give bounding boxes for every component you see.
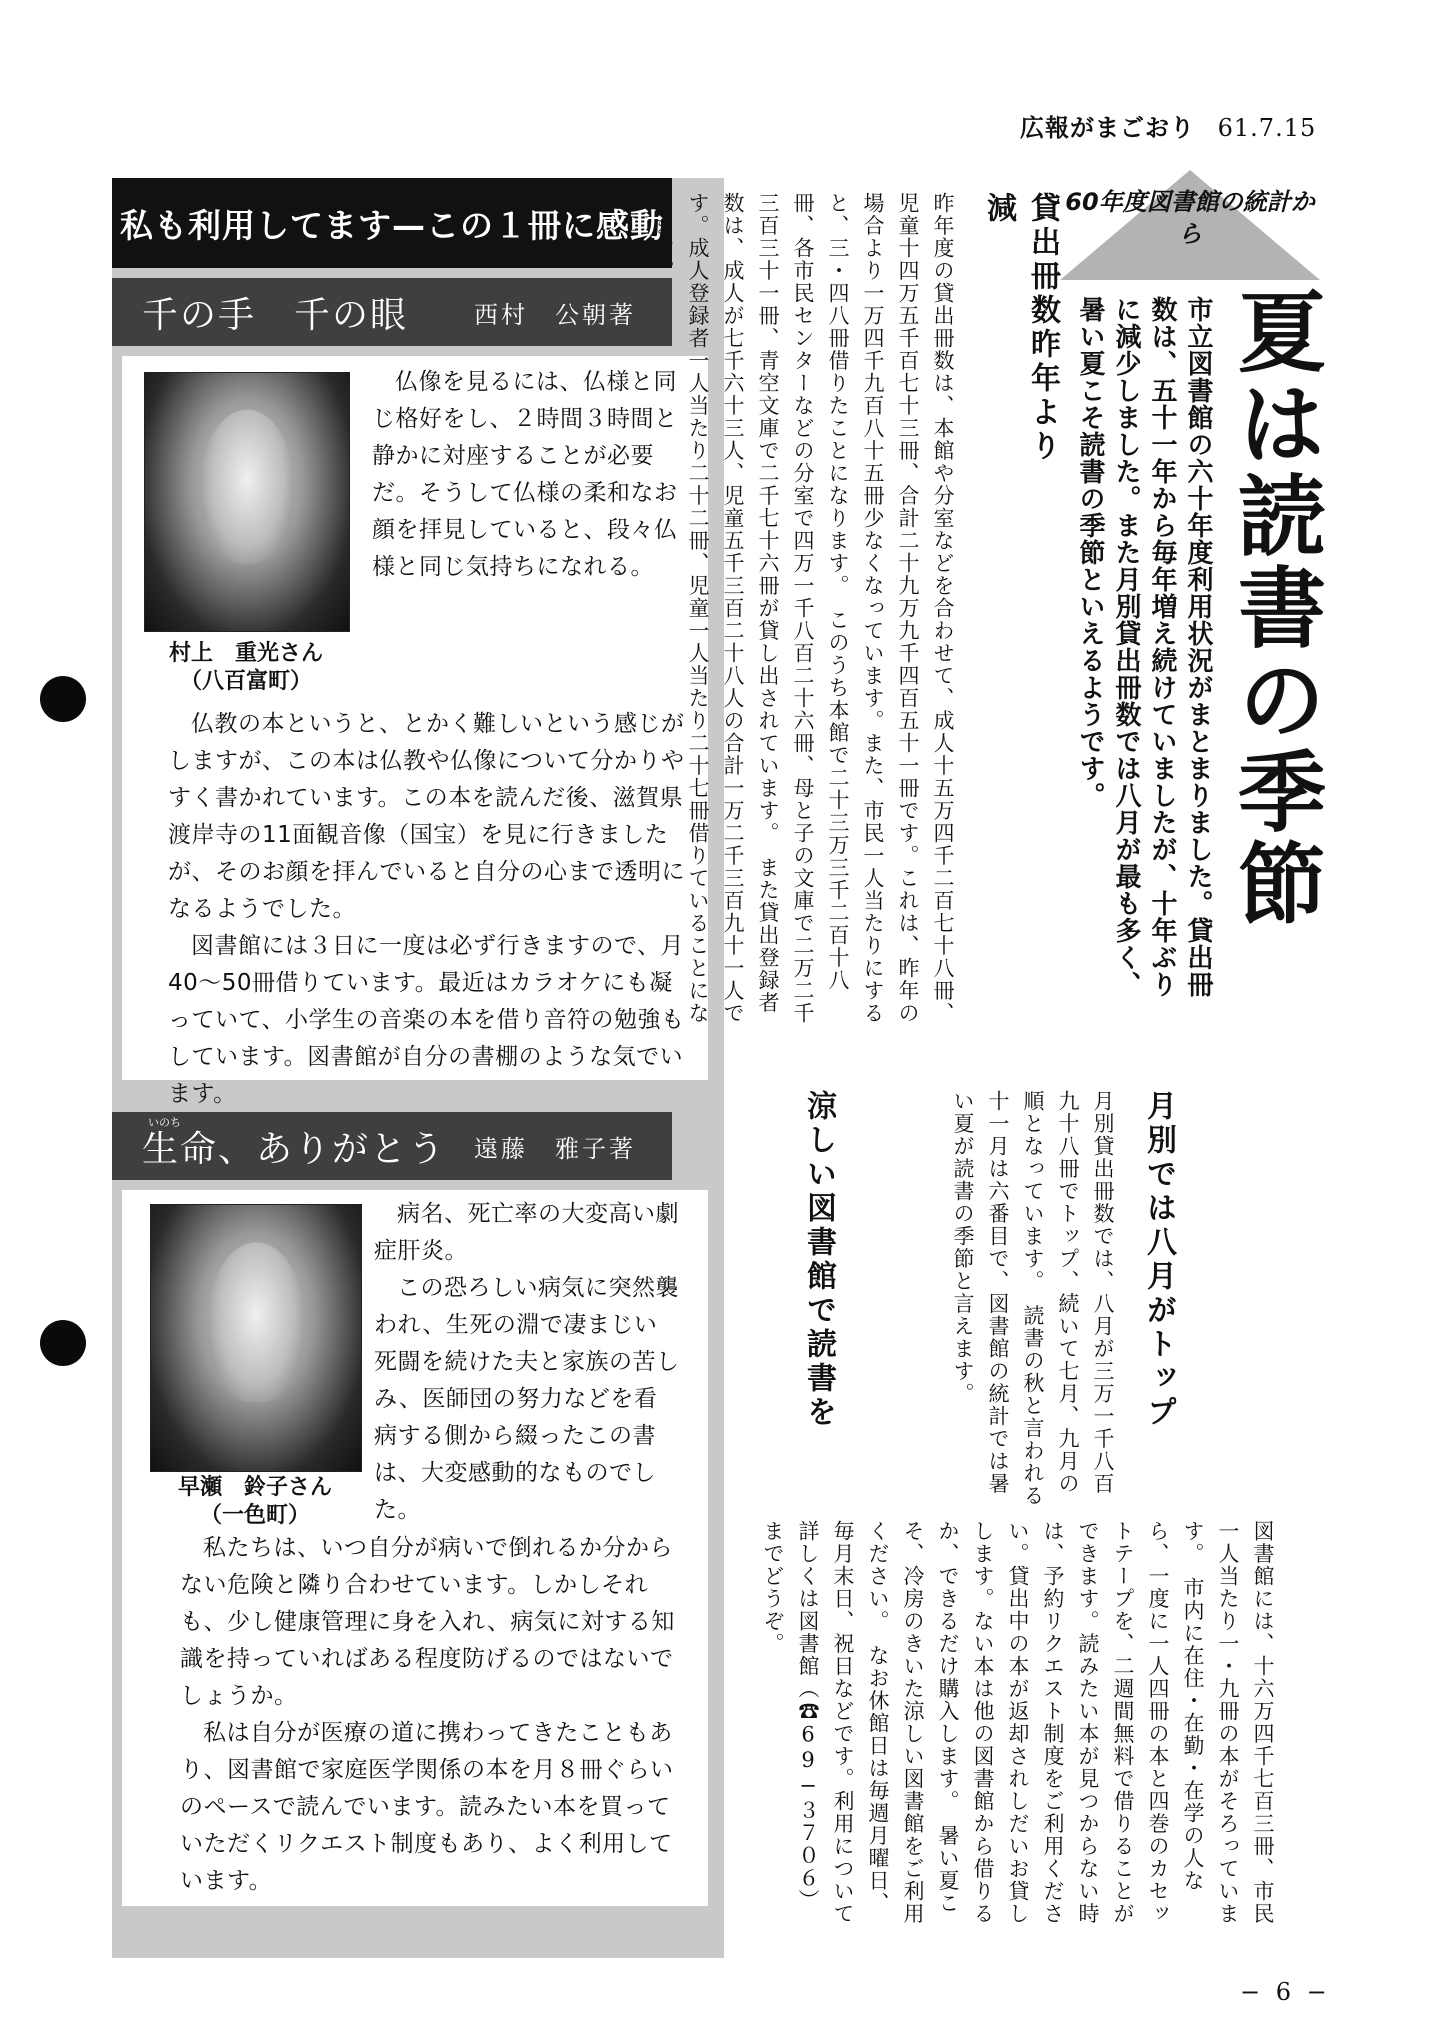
review-paragraph: 仏像を見るには、仏様と同じ格好をし、２時間３時間と静かに対座することが必要だ。そうして仏様の柔和なお顔を拝見していると、段々仏様と同じ気持ちになれる。 bbox=[372, 369, 678, 580]
feature-title: 私も利用してます—この１冊に感動 bbox=[112, 178, 672, 268]
punch-hole bbox=[40, 1320, 86, 1366]
person-caption bbox=[140, 640, 352, 696]
punch-hole bbox=[40, 676, 86, 722]
person-photo bbox=[144, 372, 350, 632]
section-heading: 月別では八月がトップ bbox=[1141, 1090, 1176, 1430]
section-body: 月別貸出冊数では、八月が三万一千八百九十八冊でトップ、続いて七月、九月の順となっています。 読書の秋と言われる十一月は六番目で、図書館の統計では暑い夏が読書の季節と言えます。 bbox=[951, 1090, 1115, 1507]
section-heading: 貸出冊数昨年より減 bbox=[981, 192, 1060, 464]
person-name: 村上 重光さん bbox=[168, 641, 323, 666]
page-header bbox=[1020, 108, 1316, 143]
title-ruby: いのち bbox=[148, 1116, 181, 1129]
review-text-lower bbox=[180, 1530, 692, 1900]
article-title: 夏は読書の季節 bbox=[1224, 286, 1328, 930]
person-town: （一色町） bbox=[199, 1503, 310, 1528]
person-caption bbox=[146, 1474, 364, 1530]
publication-name: 広報がまごおり bbox=[1020, 114, 1195, 142]
person-photo bbox=[150, 1204, 362, 1472]
issue-date: 61.7.15 bbox=[1217, 114, 1317, 142]
article-kicker: 60年度図書館の統計から bbox=[1065, 188, 1315, 248]
article-lede: 市立図書館の六十年度利用状況がまとまりました。貸出冊数は、五十一年から毎年増え続けていましたが、十年ぶりに減少しました。また月別貸出冊数では八月が最も多く、暑い夏こそ読書の季節といえるようです。 bbox=[1075, 296, 1213, 998]
review-text-lower bbox=[168, 706, 688, 1113]
review-paragraph: 私は自分が医療の道に携わってきたこともあり、図書館で家庭医学関係の本を月８冊ぐらいのペースで読んでいます。読みたい本を買っていただくリクエスト制度もあり、よく利用しています。 bbox=[180, 1720, 674, 1894]
person-town: （八百富町） bbox=[179, 669, 312, 694]
review-text-upper bbox=[374, 1196, 680, 1529]
book-title-bar bbox=[112, 278, 672, 346]
book-title-bar bbox=[112, 1112, 672, 1180]
section-heading: 涼しい図書館で読書を bbox=[801, 1090, 836, 1430]
review-text-upper bbox=[372, 364, 678, 586]
book-title: 千の手 千の眼 bbox=[142, 294, 409, 336]
review-paragraph: 図書館には３日に一度は必ず行きますので、月40〜50冊借りています。最近はカラオケにも凝っていて、小学生の音楽の本を借り音符の勉強もしています。図書館が自分の書棚のような気でいます。 bbox=[168, 933, 685, 1107]
review-paragraph: 仏教の本というと、とかく難しいという感じがしますが、この本は仏教や仏像について分かりやすく書かれています。この本を読んだ後、滋賀県渡岸寺の11面観音像（国宝）を見に行きましたが、そのお顔を拝んでいると自分の心まで透明になるようでした。 bbox=[168, 711, 685, 922]
review-paragraph: この恐ろしい病気に突然襲われ、生死の淵で凄まじい死闘を続けた夫と家族の苦しみ、医師団の努力などを看病する側から綴ったこの書は、大変感動的なものでした。 bbox=[374, 1275, 680, 1523]
person-name: 早瀬 鈴子さん bbox=[177, 1475, 332, 1500]
review-paragraph: 私たちは、いつ自分が病いで倒れるか分からない危険と隣り合わせています。しかしそれも、少し健康管理に身を入れ、病気に対する知識を持っていればある程度防げるのではないでしょうか。 bbox=[180, 1535, 675, 1709]
section-body: 昨年度の貸出冊数は、本館や分室などを合わせて、成人十五万四千二百七十八冊、児童十四万五千百七十三冊、合計二十九万九千四百五十一冊です。これは、昨年の場合より一万四千九百八十五冊少なくなっています。また、市民一人当たりにすると、三・四八冊借りたことになります。 このうち本館で二十三万三千二百十八冊、各市民センターなどの分室で四万一千八百二十六冊、母と子の文庫で二万二千三百三十一冊、青空文庫で二千七十六冊が貸し出されています。 また貸出登録者数は、成人が七千六十三人、児童五千三百二十八人の合計一万二千三百九十一人です。成人登録者一人当たり二十二冊、児童一人当たり二十七冊借りていることになります。 bbox=[651, 192, 955, 1025]
book-author: 西村 公朝著 bbox=[474, 300, 636, 329]
review-paragraph: 病名、死亡率の大変高い劇症肝炎。 bbox=[374, 1201, 679, 1264]
book-author: 遠藤 雅子著 bbox=[474, 1134, 636, 1163]
page-number: − 6 − bbox=[1240, 1978, 1331, 2006]
section-body: 図書館には、十六万四千七百三冊、市民一人当たり一・九冊の本がそろっています。 市内に在住・在勤・在学の人なら、一度に一人四冊の本と四巻のカセットテープを、二週間無料で借りることができます。読みたい本が見つからない時は、予約リクエスト制度をご利用ください。貸出中の本が返却されしだいお貸しします。ない本は他の図書館から借りるか、できるだけ購入します。 暑い夏こそ、冷房のきいた涼しい図書館をご利用ください。 なお休館日は毎週月曜日、毎月末日、祝日などです。利用について詳しくは図書館（☎69−３７０６）までどうぞ。 bbox=[761, 1520, 1275, 1925]
book-title: 生命、ありがとう bbox=[142, 1128, 447, 1170]
